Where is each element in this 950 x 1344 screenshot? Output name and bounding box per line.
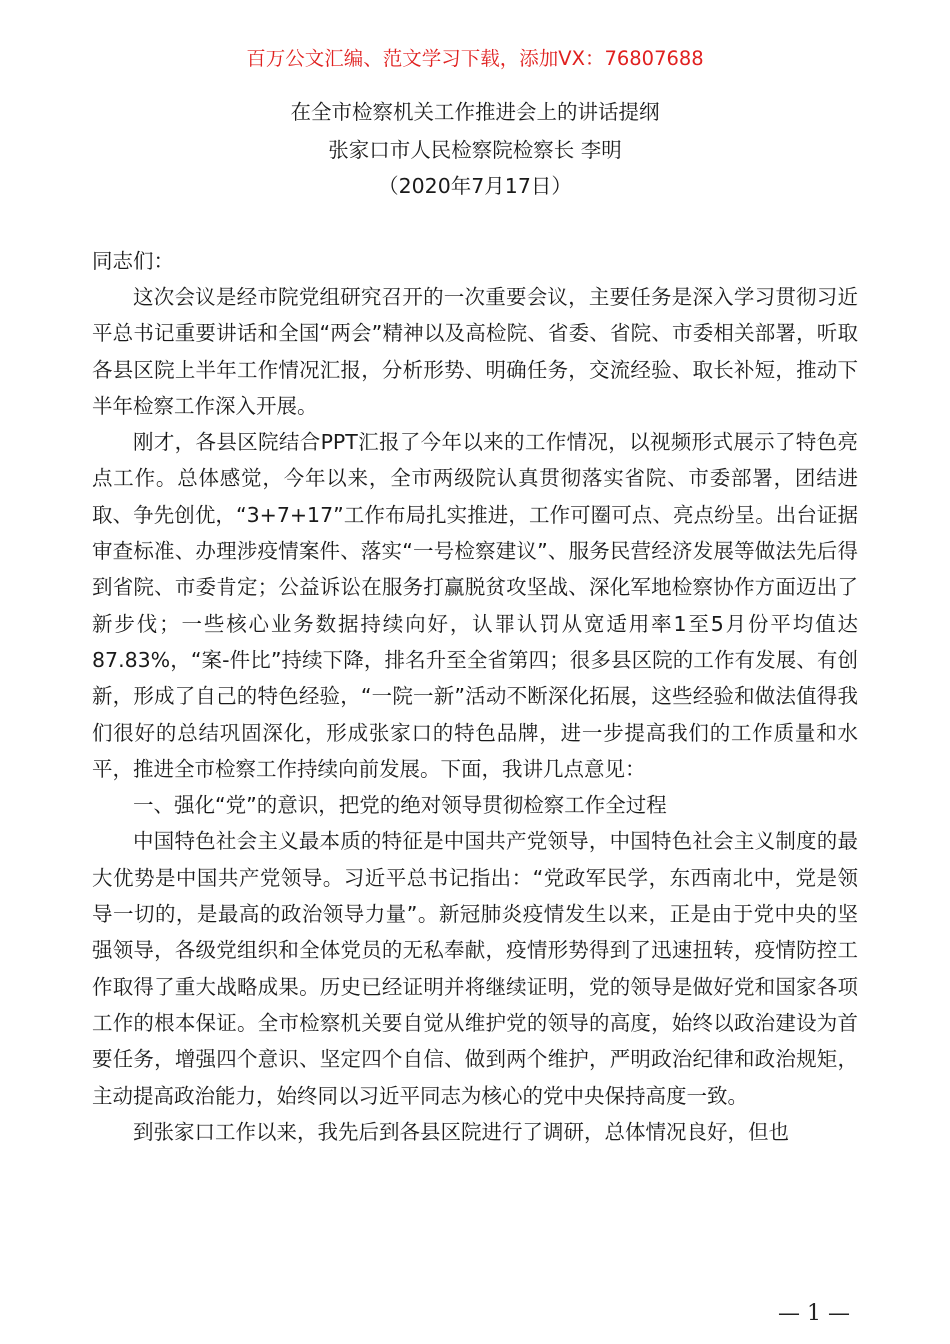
speech-date: （2020年7月17日） [378, 174, 572, 198]
section-1-paragraph-1: 中国特色社会主义最本质的特征是中国共产党领导，中国特色社会主义制度的最大优势是中国共产党领导。习近平总书记指出：“党政军民学，东西南北中，党是领导一切的，是最高的政治领导力量”。新冠肺炎疫情发生以来，正是由于党中央的坚强领导，各级党组织和全体党员的无私奉献，疫情形势得到了迅速扭转，疫情防控工作取得了重大战略成果。历史已经证明并将继续证明，党的领导是做好党和国家各项工作的根本保证。全市检察机关要自觉从维护党的领导的高度，始终以政治建设为首要任务，增强四个意识、坚定四个自信、做到两个维护，严明政治纪律和政治规矩，主动提高政治能力，始终同以习近平同志为核心的党中央保持高度一致。 [92, 829, 858, 1108]
body-paragraph-2: 刚才，各县区院结合PPT汇报了今年以来的工作情况，以视频形式展示了特色亮点工作。总体感觉，今年以来，全市两级院认真贯彻落实省院、市委部署，团结进取、争先创优，“3+7+17”工作布局扎实推进，工作可圈可点、亮点纷呈。出台证据审查标准、办理涉疫情案件、落实“一号检察建议”、服务民营经济发展等做法先后得到省院、市委肯定；公益诉讼在服务打赢脱贫攻坚战、深化军地检察协作方面迈出了新步伐；一些核心业务数据持续向好，认罪认罚从宽适用率1至5月份平均值达87.83%，“案-件比”持续下降，排名升至全省第四；很多县区院的工作有发展、有创新，形成了自己的特色经验，“一院一新”活动不断深化拓展，这些经验和做法值得我们很好的总结巩固深化，形成张家口的特色品牌，进一步提高我们的工作质量和水平，推进全市检察工作持续向前发展。下面，我讲几点意见： [92, 430, 858, 781]
section-heading-1: 一、强化“党”的意识，把党的绝对领导贯彻检察工作全过程 [133, 793, 667, 818]
speaker-line: 张家口市人民检察院检察长 李明 [328, 138, 622, 162]
download-banner: 百万公文汇编、范文学习下载，添加VX：76807688 [246, 47, 704, 70]
body-paragraph-1: 这次会议是经市院党组研究召开的一次重要会议，主要任务是深入学习贯彻习近平总书记重要讲话和全国“两会”精神以及高检院、省委、省院、市委相关部署，听取各县区院上半年工作情况汇报，分析形势、明确任务，交流经验、取长补短，推动下半年检察工作深入开展。 [92, 285, 858, 418]
document-body [92, 279, 858, 1150]
section-1-paragraph-2: 到张家口工作以来，我先后到各县区院进行了调研，总体情况良好，但也 [133, 1119, 789, 1144]
salutation: 同志们： [92, 249, 174, 273]
document-title: 在全市检察机关工作推进会上的讲话提纲 [290, 100, 660, 124]
page-number: — 1 — [778, 1301, 850, 1326]
